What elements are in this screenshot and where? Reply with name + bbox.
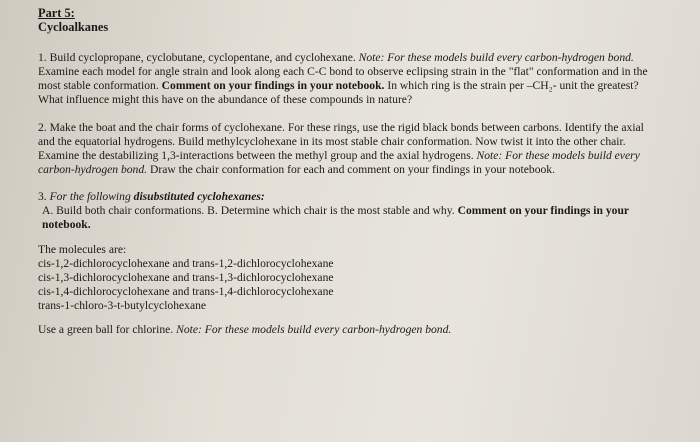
question-3-heading	[38, 190, 660, 204]
q3-line2: A. Build both chair conformations. B. Determine which chair is the most stable and why.	[42, 204, 458, 217]
footer-instruction	[38, 323, 660, 337]
q3-comment: Comment on your findings in your notebook.	[42, 204, 629, 231]
footer-text: Use a green ball for chlorine.	[38, 323, 177, 336]
molecule-list	[38, 257, 660, 313]
part-label: Part 5:	[38, 6, 75, 20]
q1-comment: Comment on your findings in your notebook.	[161, 79, 385, 92]
q2-note: Note: For these models build every carbon-hydrogen bond.	[38, 149, 640, 176]
question-1	[38, 51, 660, 107]
footer-note: Note: For these models build every carbon-hydrogen bond.	[176, 323, 452, 336]
q1-tail: In which ring is the strain per –CH₂- unit the greatest? What influence might this have on the abundance of these compounds in nature?	[38, 79, 639, 106]
list-item: trans-1-chloro-3-t-butylcyclohexane	[38, 299, 207, 312]
list-item: cis-1,3-dichlorocyclohexane and trans-1,3-dichlorocyclohexane	[38, 271, 334, 284]
q2-text: 2. Make the boat and the chair forms of cyclohexane. For these rings, use the rigid black bonds between carbons. Identify the axial and the equatorial hydrogens. Build methylcyclohexane in its most stable chair conformation. Now twist it into the other chair. Examine the destabilizing 1,3-interactions between the methyl group and the axial hydrogens.	[38, 121, 644, 162]
q1-note: Note: For these models build every carbon-hydrogen bond.	[358, 51, 634, 64]
q2-tail: Draw the chair conformation for each and comment on your findings in your notebook.	[147, 163, 555, 176]
molecules-heading: The molecules are:	[38, 243, 127, 256]
question-2	[38, 121, 660, 177]
list-item: cis-1,4-dichlorocyclohexane and trans-1,4-dichlorocyclohexane	[38, 285, 334, 298]
list-item: cis-1,2-dichlorocyclohexane and trans-1,2-dichlorocyclohexane	[38, 257, 334, 270]
section-title: Cycloalkanes	[38, 20, 109, 34]
q3-lead: 3.	[38, 190, 50, 203]
q1-mid: Examine each model for angle strain and look along each C-C bond to observe eclipsing strain in the "flat" conformation and in the most stable conformation.	[38, 65, 648, 92]
question-3-body	[38, 204, 660, 232]
q1-lead: 1. Build cyclopropane, cyclobutane, cyclopentane, and cyclohexane.	[38, 51, 359, 64]
q3-italic: For the following	[49, 190, 134, 203]
q3-bolditalic: disubstituted cyclohexanes:	[133, 190, 265, 203]
